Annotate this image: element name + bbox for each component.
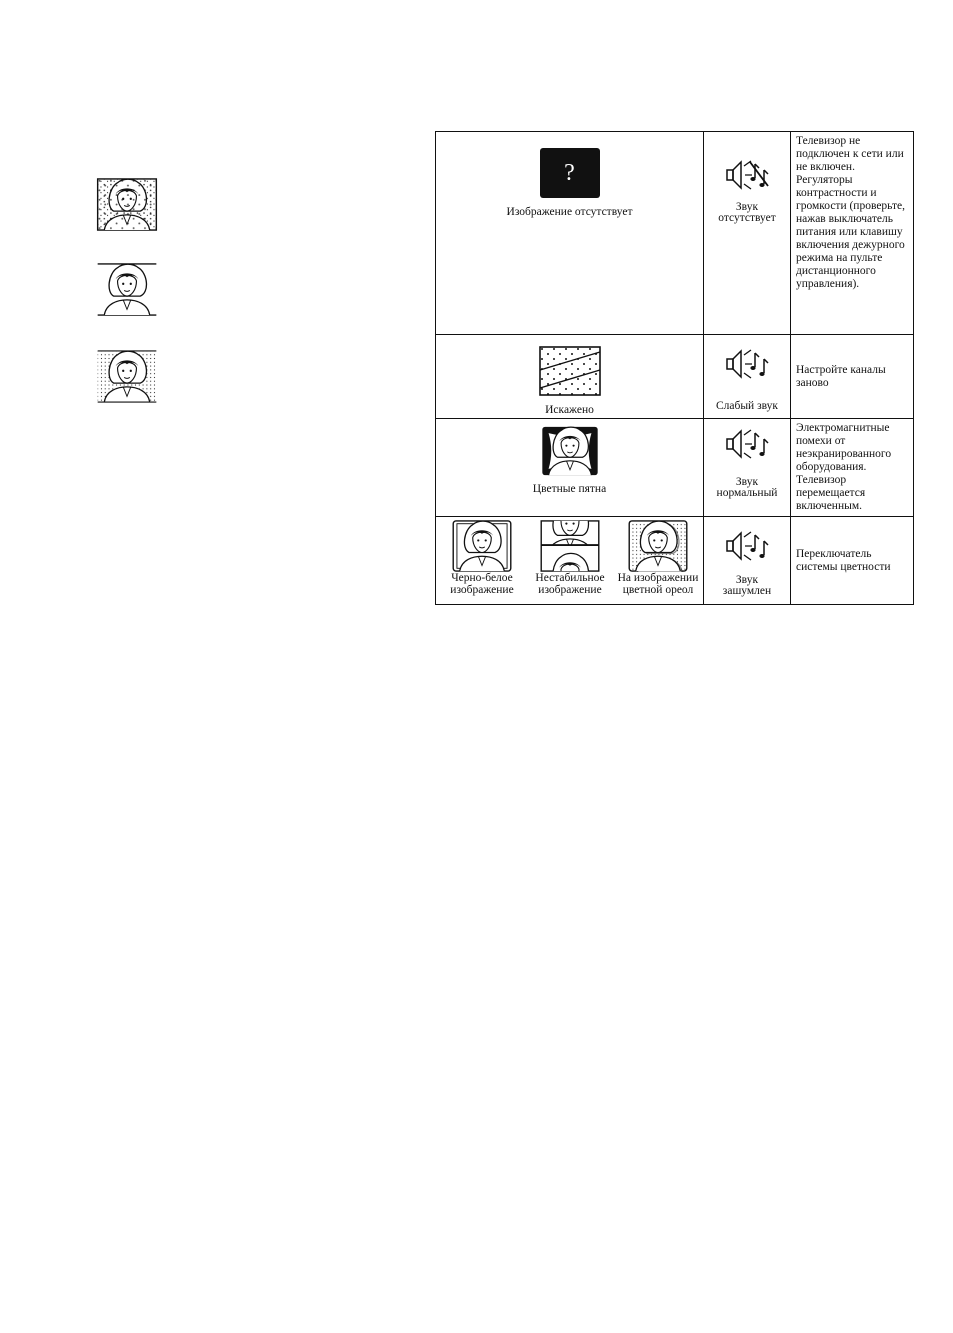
color-halo-picture-icon (627, 520, 689, 572)
sound-cell (704, 517, 791, 605)
sound-label: Слабый звук (715, 400, 779, 412)
table-row (436, 419, 914, 517)
picture-caption: изображение (538, 584, 602, 596)
picture-caption: изображение (450, 584, 514, 596)
sound-label: Звук (735, 476, 759, 488)
picture-caption: Нестабильное (535, 572, 605, 584)
picture-cell (436, 419, 704, 517)
remedy-cell: Телевизор не подключен к сети или не включен. Регуляторы контрастности и громкости (проверьте, нажав выключатель питания или клавишу включения дежурного режима на пульте дистанционного управления). (791, 132, 914, 335)
picture-caption: Цветные пятна (532, 483, 607, 495)
color-spots-picture-icon (539, 426, 601, 476)
remedy-cell: Электромагнитные помехи от неэкранированного оборудования. Телевизор перемещается включенным. (791, 419, 914, 517)
troubleshooting-table (435, 131, 914, 605)
sound-label: отсутствует (718, 212, 776, 224)
picture-caption: Черно-белое (451, 572, 513, 584)
speaker-muted-icon (723, 158, 771, 192)
dotted-picture-icon (96, 350, 158, 403)
clear-picture-icon (96, 263, 158, 316)
remedy-cell: Настройте каналы заново (791, 335, 914, 419)
picture-cell (436, 335, 704, 419)
snowy-picture-icon (96, 178, 158, 231)
black-white-picture (439, 520, 525, 596)
unstable-picture-icon (539, 520, 601, 572)
distorted-picture-icon (539, 346, 601, 396)
sound-label: зашумлен (722, 585, 772, 597)
picture-cell (436, 517, 704, 605)
remedy-cell: Переключатель системы цветности (791, 517, 914, 605)
speaker-icon (723, 529, 771, 563)
sound-cell (704, 419, 791, 517)
black-white-picture-icon (451, 520, 513, 572)
picture-caption: Изображение отсутствует (506, 206, 633, 218)
picture-caption: цветной ореол (622, 584, 694, 596)
unstable-picture (527, 520, 613, 596)
table-row (436, 517, 914, 605)
speaker-icon (723, 427, 771, 461)
sound-label: Звук (735, 201, 759, 213)
picture-caption: На изображении (617, 572, 699, 584)
table-row (436, 335, 914, 419)
picture-caption: Искажено (545, 404, 594, 416)
color-halo-picture (615, 520, 701, 596)
picture-cell (436, 132, 704, 335)
sound-cell (704, 335, 791, 419)
sound-label: Звук (735, 574, 759, 586)
sound-cell (704, 132, 791, 335)
speaker-icon (723, 347, 771, 381)
no-picture-icon: ? (540, 148, 600, 198)
table-row (436, 132, 914, 335)
sound-label: нормальный (716, 487, 778, 499)
